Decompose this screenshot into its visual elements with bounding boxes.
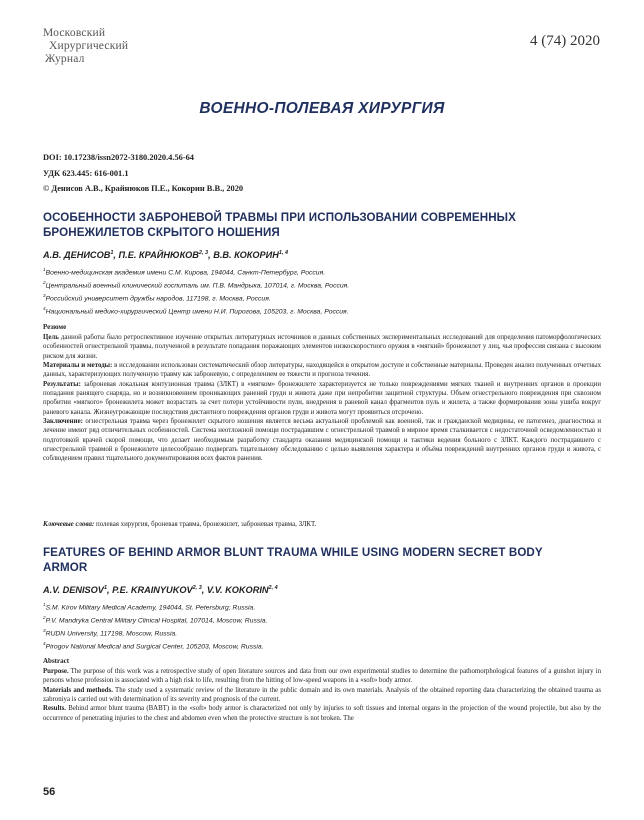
affiliations-ru: [43, 265, 603, 316]
author-1: А.В. ДЕНИСОВ: [43, 250, 111, 261]
journal-logo: [43, 27, 153, 71]
results-text-ru: заброневая локальная контузионная травма (ЗЛКТ) в «мягком» бронежилете характеризуется не только повреждениями мягких тканей и внутренних органов в проекции попадания ранящего снаряда, но и возникновением проникающих ранений груди и живота даже при непробитии защитной структуры. Объем огнестрельного повреждения при сквозном пробитии «мягкого» бронежилета может возрастать за счет потери устойчивости пули, внедрения в раневой канал фрагментов пуль и жилета, а также формирования зоны ушиба вокруг раневого канала. Жизнеугрожающие последствия дистантного повреждения органов груди и живота могут проявиться отсрочено.: [43, 380, 601, 416]
goal-text: данной работы было ретроспективное изучение открытых литературных источников и данных собственных экспериментальных исследований для определения патоморфологических особенностей огнестрельной травмы, полученной в результате попадания поражающих элементов низкоскоростного оружия в «мягкий» бронежилет у лиц, чья профессия связана с высоким риском для жизни.: [43, 334, 601, 360]
copyright: © Денисов А.В., Крайнюков П.Е., Кокорин В.В., 2020: [43, 184, 244, 193]
section-title: ВОЕННО-ПОЛЕВАЯ ХИРУРГИЯ: [199, 100, 445, 117]
author-1-sup: 1: [110, 250, 114, 256]
abstract-heading-ru: Резюме: [43, 323, 67, 331]
issue-number: 4 (74) 2020: [530, 33, 600, 49]
methods-text-ru: в исследовании использован систематический обзор литературы, находящейся в открытом доступе и собственные материалы. Проведен анализ полученных отчетных данных, характеризующих полученную травму как заброневую, с определением ее тяжести и прогноза течения.: [43, 362, 602, 379]
results-label-ru: Результаты:: [43, 380, 81, 388]
article-title-ru: [43, 210, 603, 240]
abstract-ru: [43, 333, 601, 464]
methods-label-en: Materials and methods.: [43, 686, 113, 694]
methods-text-en: The study used a systematic review of the literature in the public domain and its own materials. Analysis of the obtained reporting data characterizing the obtained trauma as zabroniya is carried out with determination of its severity and prognosis of the current.: [43, 686, 601, 704]
purpose-label: Purpose.: [43, 668, 69, 675]
affiliation-en-4: $^4$Pirogov National Medical and Surgical Center, 105203, Moscow, Russia.: [43, 640, 264, 650]
page-number: 56: [43, 786, 56, 798]
article-title-en: [43, 545, 603, 575]
udk: УДК 623.445: 616-001.1: [43, 169, 129, 178]
affiliations-en: [43, 600, 603, 651]
logo-line-1: Московский: [43, 27, 106, 39]
keywords-ru: [43, 521, 601, 528]
author-en-3-sup: 2, 4: [268, 585, 278, 591]
authors-ru: А.В. ДЕНИСОВ$^1$, П.Е. КРАЙНЮКОВ$^{2, 3}$, В.В. КОКОРИН$^{1, 4}$: [43, 250, 289, 261]
author-en-2: P.E. KRAINYUKOV: [112, 585, 193, 596]
affiliation-ru-3: $^3$Российский университет дружбы народов, 117198, г. Москва, Россия.: [43, 292, 271, 302]
abstract-en: [43, 667, 601, 723]
keywords-text: полевая хирургия, броневая травма, бронежилет, заброневая травма, ЗЛКТ.: [94, 521, 317, 528]
article-title-en-line-1: FEATURES OF BEHIND ARMOR BLUNT TRAUMA WHILE USING MODERN SECRET BODY: [43, 546, 543, 559]
author-2: П.Е. КРАЙНЮКОВ: [118, 250, 199, 261]
results-text-en: Behind armor blunt trauma (BABT) in the «soft» body armor is characterized not only by injuries to soft tissues and internal organs in the projection of the wound projectile, but also by the occurrence of penetrating injuries to the chest and abdomen even when the protective structure is not broken. The: [43, 705, 601, 722]
author-3-sup: 1, 4: [278, 250, 289, 256]
doi: DOI: 10.17238/issn2072-3180.2020.4.56-64: [43, 153, 194, 162]
author-3: В.В. КОКОРИН: [213, 250, 279, 261]
purpose-text: The purpose of this work was a retrospective study of open literature sources and data from our own experimental studies to determine the pathomorphological features of a gunshot injury in persons whose profession is associated with a high risk to life, resulting from the hitting of low-speed weapons in a «soft» body armor.: [43, 668, 601, 685]
authors-en: A.V. DENISOV$^1$, P.E. KRAINYUKOV$^{2, 3}$, V.V. KOKORIN$^{2, 4}$: [43, 585, 278, 596]
results-label-en: Results.: [43, 705, 67, 713]
article-title-ru-line-2: БРОНЕЖИЛЕТОВ СКРЫТОГО НОШЕНИЯ: [43, 226, 280, 239]
keywords-label: Ключевые слова:: [43, 521, 95, 528]
conclusion-text-ru: огнестрельная травма через бронежилет скрытого ношения является весьма актуальной проблемой как военной, так и гражданской медицины, ее патогенез, диагностика и лечение имеют ряд отличительных особенностей. Система неотложной помощи пострадавшим с огнестрельной травмой в мирное время сталкивается с недостаточной осведомленностью и подготовкой врачей скорой помощи, что делает необходимым разработку стандарта оказания медицинской помощи и тактики ведения больного с ЗЛКТ. Каждого пострадавшего с огнестрельной травмой в бронежилете целесообразно подвергать тщательному обследованию с целью выявления характера и объёма повреждений внутренних органов груди и живота, с соблюдением правил тщательного документирования всех фактов ранения.: [43, 418, 601, 463]
affiliation-en-3: $^3$RUDN University, 117198, Moscow, Russia.: [43, 627, 178, 637]
goal-label: Цель: [43, 334, 59, 341]
affiliation-ru-2: $^2$Центральный военный клинический госпиталь им. П.В. Мандрыка, 107014, г. Москва, Россия.: [43, 279, 350, 290]
affiliation-en-2: $^2$P.V. Mandryka Central Military Clinical Hospital, 107014, Moscow, Russia.: [43, 614, 268, 625]
author-2-sup: 2, 3: [198, 250, 209, 256]
author-en-3: V.V. KOKORIN: [206, 585, 269, 596]
author-en-1: A.V. DENISOV: [43, 585, 104, 596]
article-title-ru-line-1: ОСОБЕННОСТИ ЗАБРОНЕВОЙ ТРАВМЫ ПРИ ИСПОЛЬЗОВАНИИ СОВРЕМЕННЫХ: [43, 211, 516, 224]
article-title-en-line-2: ARMOR: [43, 561, 88, 574]
affiliation-ru-4: $^4$Национальный медико-хирургический Центр имени Н.И. Пирогова, 105203, г. Москва, Россия.: [43, 305, 349, 315]
affiliation-ru-1: $^1$Военно-медицинская академия имени С.М. Кирова, 194044, Санкт-Петербург, Россия.: [43, 267, 326, 277]
author-en-1-sup: 1: [103, 585, 107, 591]
conclusion-label-ru: Заключение:: [43, 418, 83, 426]
abstract-heading-en: Abstract: [43, 657, 70, 665]
logo-line-2: Хирургический: [49, 40, 129, 52]
author-en-2-sup: 2, 3: [192, 585, 202, 591]
logo-line-3: Журнал: [45, 53, 85, 65]
methods-label-ru: Материалы и методы:: [43, 362, 113, 370]
affiliation-en-1: $^1$S.M. Kirov Military Medical Academy, 194044, St. Petersburg; Russia.: [43, 602, 256, 612]
